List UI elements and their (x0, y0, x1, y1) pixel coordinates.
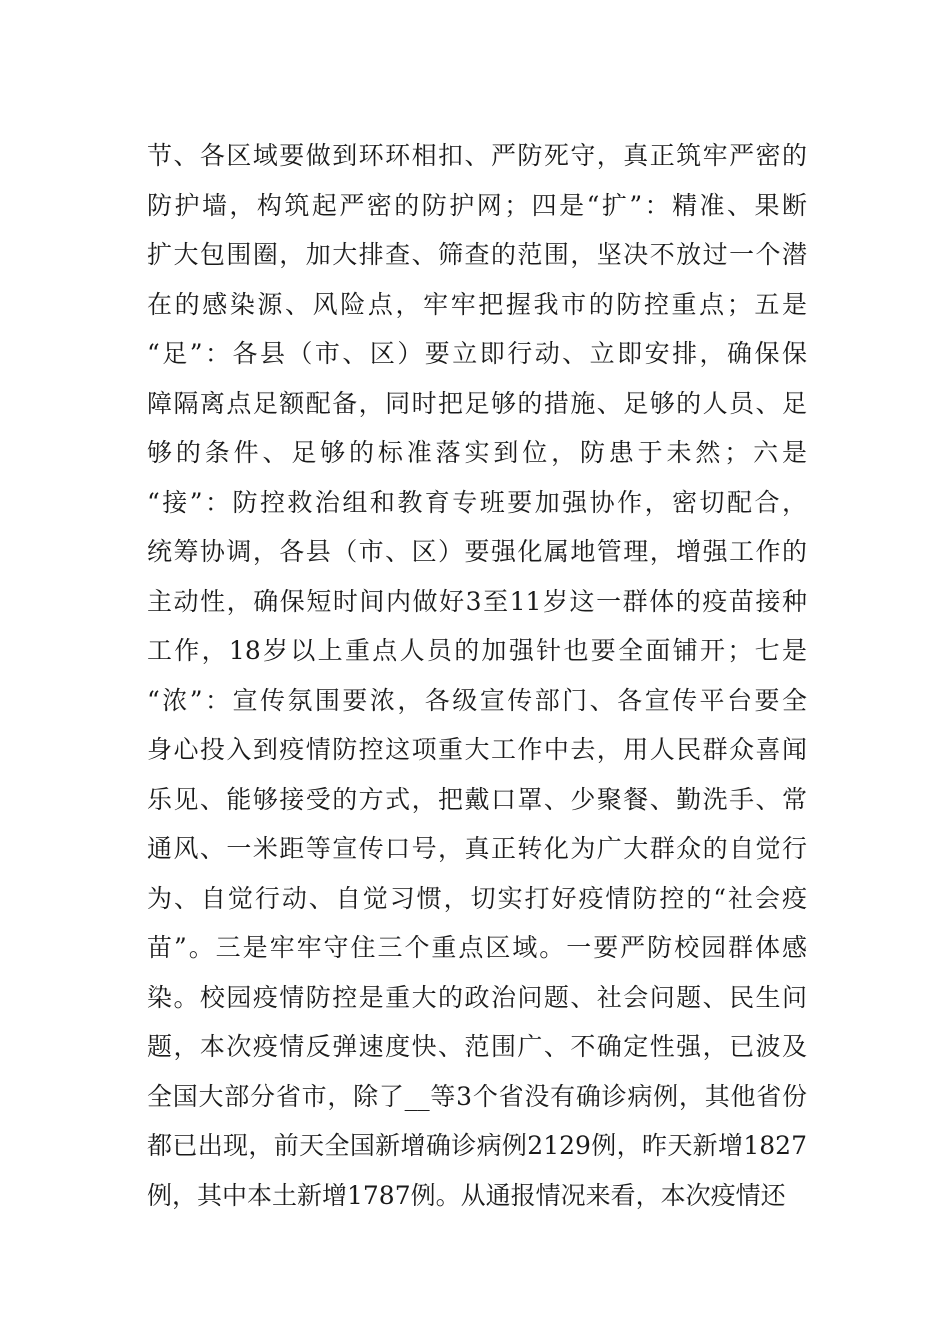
text-line-19: 题，本次疫情反弹速度快、范围广、不确定性强，已波及 (147, 1032, 807, 1061)
text-line-16: 为、自觉行动、自觉习惯，切实打好疫情防控的“社会疫 (147, 883, 807, 913)
text-line-5: “足”：各县（市、区）要立即行动、立即安排，确保保 (147, 339, 807, 368)
text-line-18: 染。校园疫情防控是重大的政治问题、社会问题、民生问 (147, 982, 807, 1012)
text-line-1: 节、各区域要做到环环相扣、严防死守，真正筑牢严密的 (147, 141, 807, 170)
text-line-20: 全国大部分省市，除了__等3个省没有确诊病例，其他省份 (147, 1081, 807, 1111)
text-line-7: 够的条件、足够的标准落实到位，防患于未然；六是 (147, 438, 807, 467)
text-line-4: 在的感染源、风险点，牢牢把握我市的防控重点；五是 (147, 289, 807, 319)
text-line-10: 主动性，确保短时间内做好3至11岁这一群体的疫苗接种 (147, 586, 807, 616)
text-line-9: 统筹协调，各县（市、区）要强化属地管理，增强工作的 (147, 537, 807, 566)
text-line-8: “接”：防控救治组和教育专班要加强协作，密切配合， (147, 487, 807, 517)
text-line-13: 身心投入到疫情防控这项重大工作中去，用人民群众喜闻 (147, 735, 807, 764)
text-line-22: 例，其中本土新增1787例。从通报情况来看，本次疫情还 (147, 1180, 786, 1210)
text-line-15: 通风、一米距等宣传口号，真正转化为广大群众的自觉行 (147, 834, 807, 863)
text-line-12: “浓”：宣传氛围要浓，各级宣传部门、各宣传平台要全 (147, 685, 807, 715)
text-line-21: 都已出现，前天全国新增确诊病例2129例，昨天新增1827 (147, 1131, 807, 1160)
text-line-3: 扩大包围圈，加大排查、筛查的范围，坚决不放过一个潜 (147, 240, 807, 269)
text-line-11: 工作，18岁以上重点人员的加强针也要全面铺开；七是 (147, 636, 807, 665)
text-line-6: 障隔离点足额配备，同时把足够的措施、足够的人员、足 (147, 388, 807, 418)
text-line-2: 防护墙，构筑起严密的防护网；四是“扩”：精准、果断 (147, 190, 807, 220)
body-text (147, 131, 807, 1220)
text-line-17: 苗”。三是牢牢守住三个重点区域。一要严防校园群体感 (147, 933, 807, 962)
text-line-14: 乐见、能够接受的方式，把戴口罩、少聚餐、勤洗手、常 (147, 784, 807, 814)
